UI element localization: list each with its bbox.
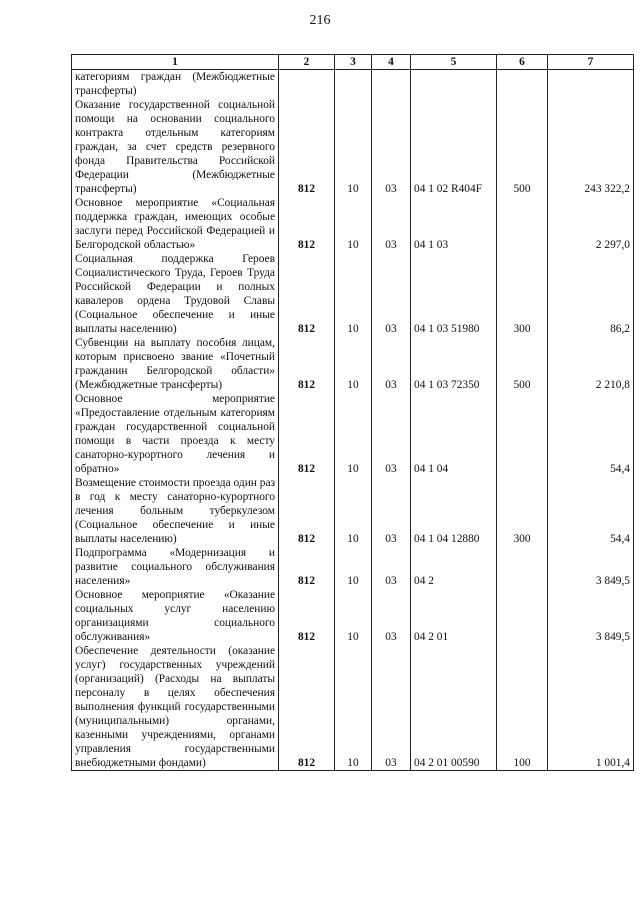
table-row <box>72 252 634 336</box>
table-row <box>72 546 634 588</box>
row-section: 10 <box>335 392 372 476</box>
row-admin-code: 812 <box>279 98 335 196</box>
row-section: 10 <box>335 252 372 336</box>
page-number: 216 <box>309 13 331 28</box>
row-section: 10 <box>335 644 372 771</box>
row-subsection: 03 <box>372 336 411 392</box>
row-section: 10 <box>335 476 372 546</box>
table-row <box>72 196 634 252</box>
row-name: Оказание государственной социальной помощи на основании социального контракта отдельным категориям граждан, за счет средств резервного фонда Правительства Российской Федерации (Межбюджетные трансферты) <box>72 98 279 196</box>
row-admin-code: 812 <box>279 546 335 588</box>
row-amount: 1 001,4 <box>548 644 634 771</box>
row-name: Социальная поддержка Героев Социалистического Труда, Героев Труда Российской Федерации и полных кавалеров ордена Трудовой Славы (Социальное обеспечение и иные выплаты населению) <box>72 252 279 336</box>
row-expense-type <box>497 392 548 476</box>
row-admin-code: 812 <box>279 392 335 476</box>
row-section: 10 <box>335 588 372 644</box>
row-target-article: 04 1 03 <box>411 196 497 252</box>
row-section: 10 <box>335 336 372 392</box>
row-subsection: 03 <box>372 476 411 546</box>
table-body <box>72 70 634 771</box>
row-target-article: 04 1 04 12880 <box>411 476 497 546</box>
row-expense-type: 500 <box>497 336 548 392</box>
row-name: Основное мероприятие «Социальная поддержка граждан, имеющих особые заслуги перед Российской Федерацией и Белгородской областью» <box>72 196 279 252</box>
row-target-article: 04 1 02 R404F <box>411 98 497 196</box>
table-row <box>72 588 634 644</box>
row-section: 10 <box>335 196 372 252</box>
row-name: Обеспечение деятельности (оказание услуг) государственных учреждений (организаций) (Расходы на выплаты персоналу в целях обеспечения выполнения функций государственными (муниципальными) органами, казенными учреждениями, органами управления государственными внебюджетными фондами) <box>72 644 279 771</box>
row-amount: 2 210,8 <box>548 336 634 392</box>
row-name: категориям граждан (Межбюджетные трансферты) <box>72 70 279 99</box>
row-subsection: 03 <box>372 392 411 476</box>
row-expense-type: 300 <box>497 252 548 336</box>
row-name: Подпрограмма «Модернизация и развитие социального обслуживания населения» <box>72 546 279 588</box>
row-subsection: 03 <box>372 644 411 771</box>
table-row <box>72 392 634 476</box>
row-section <box>335 70 372 99</box>
row-amount: 3 849,5 <box>548 546 634 588</box>
header-col-6: 6 <box>497 55 548 70</box>
row-expense-type: 500 <box>497 98 548 196</box>
row-target-article: 04 2 <box>411 546 497 588</box>
table-row <box>72 644 634 771</box>
row-subsection: 03 <box>372 588 411 644</box>
header-col-2: 2 <box>279 55 335 70</box>
row-amount: 2 297,0 <box>548 196 634 252</box>
header-col-7: 7 <box>548 55 634 70</box>
table-row <box>72 98 634 196</box>
row-name: Основное мероприятие «Предоставление отдельным категориям граждан государственной социальной помощи в части проезда к месту санаторно-курортного лечения и обратно» <box>72 392 279 476</box>
table-header <box>72 55 634 70</box>
row-amount: 3 849,5 <box>548 588 634 644</box>
row-target-article <box>411 70 497 99</box>
row-amount <box>548 70 634 99</box>
row-section: 10 <box>335 98 372 196</box>
row-expense-type <box>497 70 548 99</box>
table-row <box>72 336 634 392</box>
row-expense-type <box>497 546 548 588</box>
header-col-4: 4 <box>372 55 411 70</box>
header-col-3: 3 <box>335 55 372 70</box>
row-section: 10 <box>335 546 372 588</box>
row-admin-code <box>279 70 335 99</box>
row-amount: 243 322,2 <box>548 98 634 196</box>
row-subsection: 03 <box>372 546 411 588</box>
row-amount: 54,4 <box>548 392 634 476</box>
row-name: Возмещение стоимости проезда один раз в год к месту санаторно-курортного лечения больным туберкулезом (Социальное обеспечение и иные выплаты населению) <box>72 476 279 546</box>
header-col-1: 1 <box>72 55 279 70</box>
row-subsection <box>372 70 411 99</box>
row-target-article: 04 1 03 72350 <box>411 336 497 392</box>
row-expense-type: 300 <box>497 476 548 546</box>
row-amount: 54,4 <box>548 476 634 546</box>
row-target-article: 04 1 04 <box>411 392 497 476</box>
row-admin-code: 812 <box>279 644 335 771</box>
table-row <box>72 476 634 546</box>
row-admin-code: 812 <box>279 196 335 252</box>
row-target-article: 04 1 03 51980 <box>411 252 497 336</box>
row-name: Основное мероприятие «Оказание социальных услуг населению организациями социального обслуживания» <box>72 588 279 644</box>
row-name: Субвенции на выплату пособия лицам, которым присвоено звание «Почетный гражданин Белгородской области» (Межбюджетные трансферты) <box>72 336 279 392</box>
row-admin-code: 812 <box>279 588 335 644</box>
row-amount: 86,2 <box>548 252 634 336</box>
row-admin-code: 812 <box>279 252 335 336</box>
row-expense-type: 100 <box>497 644 548 771</box>
row-admin-code: 812 <box>279 336 335 392</box>
row-expense-type <box>497 588 548 644</box>
row-subsection: 03 <box>372 98 411 196</box>
row-subsection: 03 <box>372 252 411 336</box>
header-col-5: 5 <box>411 55 497 70</box>
row-subsection: 03 <box>372 196 411 252</box>
table-row <box>72 70 634 99</box>
row-admin-code: 812 <box>279 476 335 546</box>
budget-table <box>71 54 634 771</box>
row-target-article: 04 2 01 00590 <box>411 644 497 771</box>
row-target-article: 04 2 01 <box>411 588 497 644</box>
row-expense-type <box>497 196 548 252</box>
